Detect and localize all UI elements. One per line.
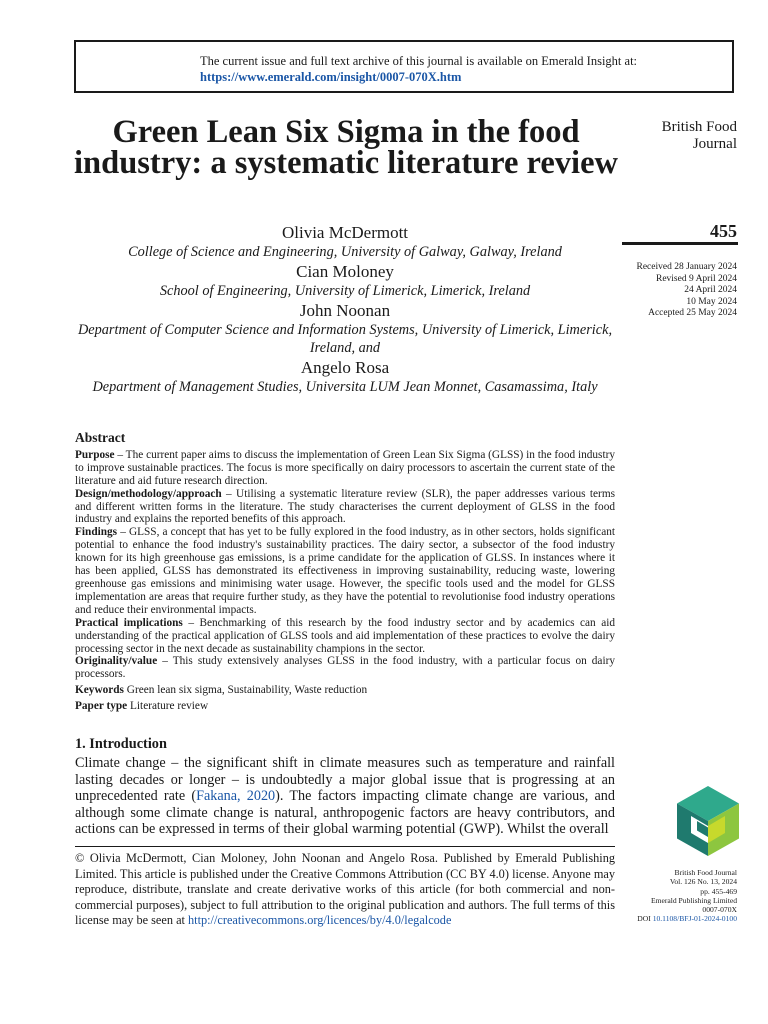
abstract-text: – GLSS, a concept that has yet to be fully explored in the food industry, as in other sectors, holds significant potential to enhance the food industry's sustainability practices. The dairy sector, a subsector of the food industry known for its high greenhouse gas emissions, is a prime candidate for the application of GLSS. In instances where it has been applied, GLSS has demonstrated its effectiveness in improving sustainability, reducing waste, lowering greenhouse gas emissions and minimising water usage. However, the specific tools used and the model for GLSS implementation are areas that require further study, as they have the potential to revolutionise food industry operations and reduce their environmental impacts.	[75, 526, 615, 616]
author-affiliation: College of Science and Engineering, University of Galway, Galway, Ireland	[128, 244, 562, 260]
footnote-divider	[75, 846, 615, 847]
intro-text-before: Climate change – the significant shift in climate measures such as temperature and rainfall lasting decades or longer – is undoubtedly a major global issue that is progressing at an unprecedented rate (	[75, 755, 615, 805]
crossref-open-access-logo-icon[interactable]	[677, 786, 739, 856]
intro-text-after: ). The factors impacting climate change are various, and although some climate change is natural, anthropogenic factors are heavy contributors, and actions can be expressed in terms of their global warming potential (GWP). Whilst the overall	[75, 788, 615, 838]
page-number-rule	[622, 242, 738, 245]
pub-issn: 0007-070X	[702, 905, 737, 915]
author-list	[60, 222, 630, 396]
introduction-heading: 1. Introduction	[75, 736, 167, 752]
abstract	[75, 432, 615, 713]
abstract-label: Purpose	[75, 448, 115, 461]
notice-text-block	[200, 53, 637, 85]
abstract-originality	[75, 655, 615, 681]
keywords-label: Keywords	[75, 684, 124, 697]
page-number: 455	[710, 221, 737, 241]
abstract-text: – Benchmarking of this research by the food industry sector and by academics can aid understanding of the practical application of GLSS tools and aid implementation of these practices to evolve the dairy processing sector in the next decade as sustainability champions in the sector.	[75, 616, 615, 655]
paper-type	[75, 700, 615, 713]
author-affiliation: Department of Management Studies, Universita LUM Jean Monnet, Casamassima, Italy	[92, 379, 598, 395]
abstract-label: Findings	[75, 526, 118, 539]
pub-pages: pp. 455-469	[700, 886, 737, 896]
abstract-label: Design/methodology/approach	[75, 487, 222, 500]
pub-volume: Vol. 126 No. 13, 2024	[669, 877, 737, 887]
paper-title: Green Lean Six Sigma in the food industry: a systematic literature review	[74, 114, 618, 181]
publication-info	[637, 868, 737, 924]
abstract-design	[75, 488, 615, 527]
abstract-label: Originality/value	[75, 655, 158, 668]
citation-link[interactable]: Fakana, 2020	[196, 788, 276, 805]
author-affiliation: School of Engineering, University of Limerick, Limerick, Ireland	[159, 283, 531, 299]
journal-archive-link[interactable]: https://www.emerald.com/insight/0007-070X.htm	[200, 70, 462, 84]
keywords	[75, 684, 615, 697]
pub-publisher: Emerald Publishing Limited	[650, 895, 737, 905]
introduction-paragraph	[75, 755, 615, 838]
journal-name-line1: British Food	[661, 119, 737, 135]
paper-type-text: Literature review	[130, 700, 209, 713]
journal-notice-box	[74, 40, 734, 93]
notice-text: The current issue and full text archive of this journal is available on Emerald Insight at:	[200, 54, 638, 68]
pub-doi	[637, 914, 737, 923]
date-accepted: Accepted 25 May 2024	[648, 308, 737, 319]
doi-label: DOI	[637, 914, 653, 924]
introduction-section	[75, 736, 615, 838]
journal-name	[662, 119, 737, 153]
author-name: Cian Moloney	[296, 262, 394, 281]
paper-type-label: Paper type	[75, 700, 128, 713]
author-affiliation: Department of Computer Science and Information Systems, University of Limerick, Limerick, Ireland, and	[77, 322, 613, 356]
abstract-text: – Utilising a systematic literature review (SLR), the paper addresses various terms and different written forms in the literature. The study characterises the current deployment of GLSS in the food industry and explains the reported benefits of this approach.	[75, 487, 615, 526]
abstract-label: Practical implications	[75, 616, 183, 629]
pub-journal: British Food Journal	[674, 868, 737, 877]
license-text: © Olivia McDermott, Cian Moloney, John Noonan and Angelo Rosa. Published by Emerald Publishing Limited. This article is published under the Creative Commons Attribution (CC BY 4.0) license. Anyone may reproduce, distribute, translate and create derivative works of this article (for both commercial and non-commercial purposes), subject to full attribution to the original publication and authors. The full terms of this license may be seen at	[75, 851, 615, 927]
author-name: John Noonan	[299, 301, 391, 320]
article-history	[636, 262, 737, 320]
date-revised-3: 10 May 2024	[686, 296, 737, 307]
license-footnote	[75, 851, 615, 929]
keywords-text: Green lean six sigma, Sustainability, Waste reduction	[126, 684, 368, 697]
abstract-practical-implications	[75, 617, 615, 656]
date-revised: Revised 9 April 2024	[655, 273, 737, 284]
abstract-heading: Abstract	[75, 430, 126, 445]
abstract-purpose	[75, 449, 615, 488]
journal-name-line2: Journal	[692, 136, 737, 152]
doi-link[interactable]: 10.1108/BFJ-01-2024-0100	[652, 914, 737, 924]
date-revised-2: 24 April 2024	[684, 285, 737, 296]
license-link[interactable]: http://creativecommons.org/licences/by/4.0/legalcode	[188, 913, 452, 927]
date-received: Received 28 January 2024	[636, 262, 737, 272]
abstract-text: – The current paper aims to discuss the implementation of Green Lean Six Sigma (GLSS) in the food industry to improve sustainable practices. The focus is more specifically on dairy processors to ascertain the current state of the literature and aid future research direction.	[75, 448, 615, 487]
abstract-text: – This study extensively analyses GLSS in the food industry, with a particular focus on dairy processors.	[75, 655, 615, 681]
author-name: Angelo Rosa	[300, 358, 390, 377]
abstract-findings	[75, 526, 615, 616]
author-name: Olivia McDermott	[281, 223, 409, 242]
